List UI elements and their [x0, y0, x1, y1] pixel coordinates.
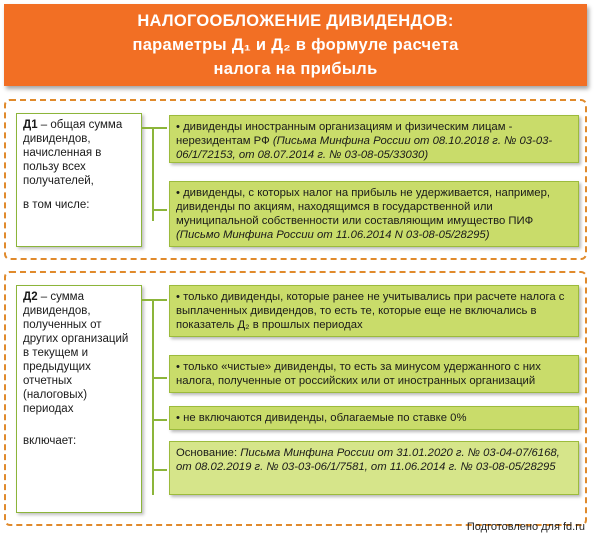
title-line-1: НАЛОГООБЛОЖЕНИЕ ДИВИДЕНДОВ: [137, 12, 454, 30]
section-d2 [4, 271, 587, 526]
section-d1 [4, 99, 587, 260]
d2-label-tail: включает: [23, 435, 77, 447]
d2-connector-3 [152, 419, 167, 421]
d1-label-text: – общая сумма дивидендов, начисленная в пользу всех получателей, [23, 119, 123, 187]
d2-item-1-text: • только дивиденды, которые ранее не учитывались при расчете налога с выплаченных дивидендов, то есть те, которые еще не включались в показатель Д₂ в прошлых периодах [176, 291, 565, 331]
title-banner [4, 4, 587, 86]
d2-basis-source: Письма Минфина России от 31.01.2020 г. № 03-04-07/6168, от 08.02.2019 г. № 03-03-06/1/7581, от 11.06.2014 г. № 03-08-05/28295 [176, 447, 560, 473]
d1-label-box [16, 113, 142, 247]
d1-connector-top [142, 127, 167, 129]
d2-label-box [16, 285, 142, 513]
d2-item-2 [169, 355, 579, 393]
d2-connector-4 [152, 469, 167, 471]
title-line-3: налога на прибыль [213, 60, 378, 78]
d1-connector-bottom [152, 209, 167, 211]
d2-label-text: – сумма дивидендов, полученных от других организаций в текущем и предыдущих отчетных (налоговых) периодах [23, 291, 129, 415]
d1-connector-vertical [152, 127, 154, 221]
footer-credit: Подготовлено для fd.ru [466, 521, 585, 533]
d2-connector-1 [142, 299, 167, 301]
d2-basis-label: Основание: [176, 447, 241, 459]
d2-basis [169, 441, 579, 495]
d1-item-1-source: (Письма Минфина России от 08.10.2018 г. № 03-03-06/1/72153, от 08.07.2014 г. № 03-08-05/33030) [176, 135, 553, 161]
d1-item-1-text: • дивиденды иностранным организациям и физическим лицам - нерезидентам РФ [176, 121, 513, 147]
d1-item-1 [169, 115, 579, 163]
d2-label-lead: Д2 [23, 291, 38, 303]
title-line-2: параметры Д₁ и Д₂ в формуле расчета [132, 36, 459, 54]
d2-connector-vertical [152, 299, 154, 495]
d2-item-2-text: • только «чистые» дивиденды, то есть за минусом удержанного с них налога, полученные от российских или от иностранных организаций [176, 361, 541, 387]
d2-item-1 [169, 285, 579, 337]
d1-item-2-source: (Письмо Минфина России от 11.06.2014 N 03-08-05/28295) [176, 229, 490, 241]
d2-connector-2 [152, 377, 167, 379]
d1-item-2 [169, 181, 579, 247]
d1-label-tail: в том числе: [23, 199, 90, 211]
d2-item-3-text: • не включаются дивиденды, облагаемые по ставке 0% [176, 412, 467, 424]
d1-item-2-text: • дивиденды, с которых налог на прибыль не удерживается, например, дивиденды по акциям, находящимся в государственной или муниципальной собственности или составляющим имущество ПИФ [176, 187, 550, 227]
d1-label-lead: Д1 [23, 119, 38, 131]
d2-item-3 [169, 406, 579, 430]
